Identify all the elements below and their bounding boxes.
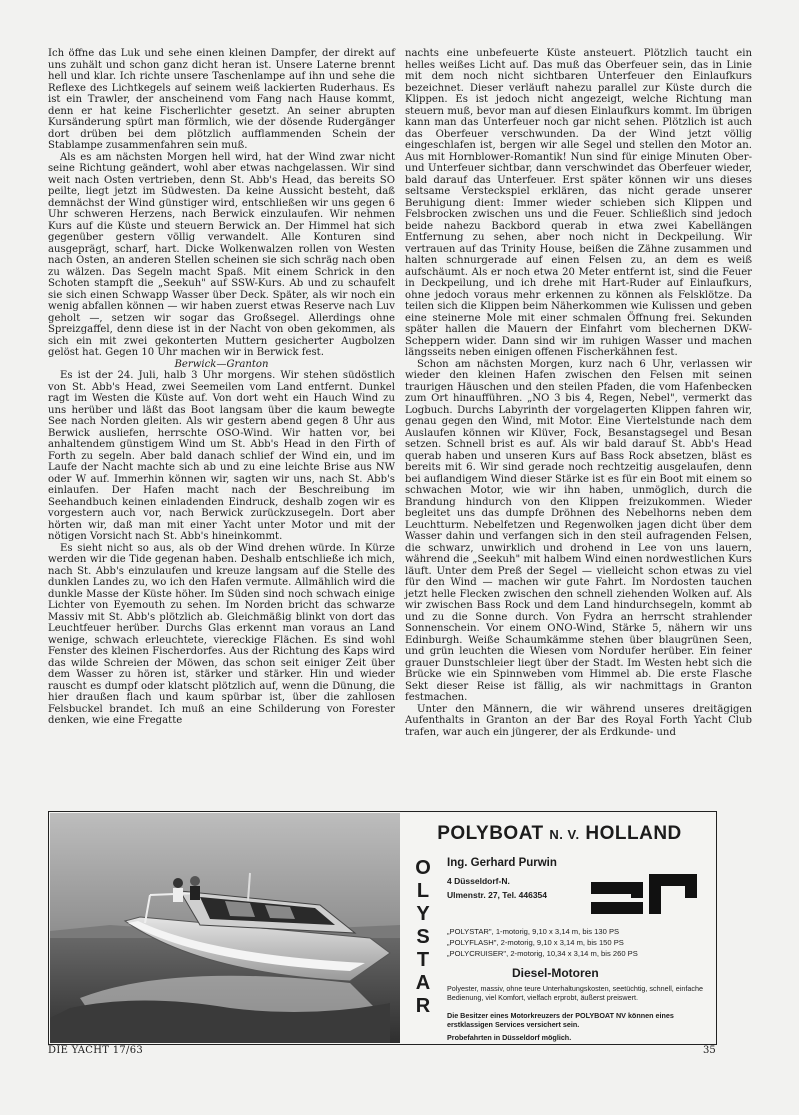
vertical-letter: O	[415, 857, 431, 879]
paragraph: Ich öffne das Luk und sehe einen kleinen Dampfer, der direkt auf uns zuhält und schon ganz dicht heran ist. Unsere Laterne brennt hell und klar. Ich richte unsere Taschenlampe auf ihn und sehe die Reflexe des Lichtkegels auf seinem weiß lackierten Ruderhaus. Es ist ein Trawler, der anscheinend vom Fang nach Hause kommt, denn er hat keine Fischerlichter gesetzt. An seiner abrupten Kursänderung spürt man förmlich, wie der dösende Rudergänger dort drüben bei dem plötzlich aufflammenden Schein der Stablampe zusammenfahren sein muß.	[48, 48, 395, 151]
paragraph: Schon am nächsten Morgen, kurz nach 6 Uhr, verlassen wir wieder den kleinen Hafen zwischen den Felsen mit seinen traurigen Häuschen und den steilen Pfaden, die vom Hafenbecken zum Ort hinaufführen. „NO 3 bis 4, Regen, Nebel", vermerkt das Logbuch. Durchs Labyrinth der vorgelagerten Klippen fahren wir, genau gegen den Wind, mit Motor. Eine Viertelstunde nach dem Auslaufen können wir Klüver, Fock, Besanstagsegel und Besan setzen. Schnell brist es auf. Als wir bald darauf St. Abb's Head querab haben und unseren Kurs auf Bass Rock absetzen, bläst es bereits mit 6. Wir sind gerade noch rechtzeitig ausgelaufen, denn bei auflandigem Wind dieser Stärke ist es für ein Boot mit einem so schwachen Motor, wie wir ihn haben, unmöglich, durch die Brandung hindurch von den Klippen freizukommen. Wieder begleitet uns das dumpfe Dröhnen des Nebelhorns neben dem Leuchtturm. Nebelfetzen und Regenwolken jagen dicht über dem Wasser dahin und verfangen sich in den steil aufragenden Felsen, die schwarz, unwirklich und drohend in Lee von uns lauern, während die „Seekuh" mit halbem Wind einen nordwestlichen Kurs läuft. Unter dem Preß der Segel — vielleicht schon etwas zu viel für den Wind — machen wir gute Fahrt. Im Nordosten tauchen jetzt helle Flecken zwischen den schnell ziehenden Wolken auf. Als wir zwischen Bass Rock und dem Land hindurchsegeln, kommt ab und zu die Sonne durch. Von Fydra an herrscht strahlender Sonnenschein. Vor einem ONO-Wind, Stärke 5, nähern wir uns Edinburgh. Weiße Schaumkämme stehen über blaugrünen Seen, und grün leuchten die Wiesen vom Nordufer herüber. Ein feiner grauer Dunstschleier liegt über der Stadt. Im Westen hebt sich die Brücke wie ein Spinnweben vom Himmel ab. Die erste Flasche Sekt dieser Reise ist fällig, als wir nachmittags in Granton festmachen.	[405, 358, 752, 703]
magazine-issue: DIE YACHT 17/63	[48, 1045, 144, 1056]
paragraph: nachts eine unbefeuerte Küste ansteuert. Plötzlich taucht ein helles weißes Licht auf. Das muß das Oberfeuer sein, das in Linie mit dem noch nicht sichtbaren Unterfeuer den Einlaufkurs bezeichnet. Dieser verläuft nahezu parallel zur Küste durch die Klippen. Es ist jedoch nicht angezeigt, welche Richtung man steuern muß, bevor man auf diesen Einlaufkurs kommt. Im übrigen kann man das Unterfeuer noch gar nicht sehen. Plötzlich ist auch das Oberfeuer verschwunden. Da der Wind jetzt völlig eingeschlafen ist, bergen wir alle Segel und stellen den Motor an. Aus mit Hornblower-Romantik! Nun sind für einige Minuten Ober- und Unterfeuer sichtbar, dann verschwindet das Oberfeuer wieder, bald darauf das Unterfeuer. Erst später können wir uns dieses seltsame Versteckspiel erklären, das nicht gerade unserer Beruhigung dient: Immer wieder schieben sich Klippen und Felsbrocken zwischen uns und die Feuer. Schließlich sind jedoch beide nahezu Backbord querab in etwa zwei Kabellängen Entfernung zu sehen, aber noch nicht in Deckpeilung. Wir vertrauen auf das Trinity House, beißen die Zähne zusammen und halten schnurgerade auf einen Felsen zu, an dem es weiß aufschäumt. Als er noch etwa 20 Meter entfernt ist, sind die Feuer in Deckpeilung, und ich drehe mit Hart-Ruder auf Einlaufkurs, ohne jedoch voraus mehr erkennen zu können als Felsklötze. Da teilen sich die Klippen beim Näherkommen wie Kulissen und geben eine steinerne Mole mit einer schmalen Öffnung frei. Sekunden später hallen die Mauern der Einfahrt vom blechernen DKW-Scheppern wider. Dann sind wir im ruhigen Wasser und machen längsseits neben einigen offenen Fischerkähnen fest.	[405, 48, 752, 358]
model-line: „POLYCRUISER", 2-motorig, 10,34 x 3,14 m, bis 260 PS	[447, 949, 638, 958]
ad-title	[407, 823, 712, 845]
vertical-letter: A	[415, 972, 431, 994]
vertical-letter: Y	[416, 903, 430, 925]
page-number: 35	[703, 1045, 716, 1056]
model-line: „POLYSTAR", 1-motorig, 9,10 x 3,14 m, bis 130 PS	[447, 927, 620, 936]
vertical-letter: R	[415, 995, 431, 1017]
paragraph: Es ist der 24. Juli, halb 3 Uhr morgens. Wir stehen südöstlich von St. Abb's Head, zwei Seemeilen vom Land entfernt. Dunkel ragt im Westen die Küste auf. Von dort weht ein Hauch Wind zu uns herüber und läßt das Boot langsam über die kaum bewegte See nach Norden gleiten. Als wir gestern abend gegen 8 Uhr aus Berwick ausliefen, herrschte OSO-Wind. Wir hatten vor, bei anhaltendem günstigem Wind um St. Abb's Head in den Firth of Forth zu segeln. Aber bald danach schlief der Wind ein, und im Laufe der Nacht machte sich ab und zu eine leichte Brise aus NW oder W auf. Immerhin können wir, sagten wir uns, nach St. Abb's einlaufen. Der Hafen macht nach der Beschreibung im Seehandbuch keinen einladenden Eindruck, deshalb zogen wir es vorgestern auch vor, nach Berwick zurückzusegeln. Dort aber hörten wir, daß man mit einer Yacht unter Motor und mit der nötigen Vorsicht nach St. Abb's hineinkommt.	[48, 370, 395, 542]
vertical-polystar-letters	[412, 857, 434, 1018]
engines-heading: Diesel-Motoren	[512, 966, 599, 980]
product-description: Polyester, massiv, ohne teure Unterhaltungskosten, seetüchtig, schnell, einfache Bedienung, viel Komfort, vielfach erprobt, äußerst preiswert.	[447, 984, 703, 1002]
section-subheading: Berwick—Granton	[174, 358, 269, 370]
brand-name: POLYBOAT	[437, 823, 544, 844]
vertical-letter: T	[416, 949, 430, 971]
polyboat-advertisement	[48, 811, 717, 1045]
trial-note: Probefahrten in Düsseldorf möglich.	[447, 1033, 572, 1042]
paragraph: Als es am nächsten Morgen hell wird, hat der Wind zwar nicht seine Richtung geändert, wohl aber etwas nachgelassen. Wir sind weit nach Osten vertrieben, denn St. Abb's Head, das bereits SO peilte, liegt jetzt im Südwesten. Da keine Aussicht besteht, daß demnächst der Wind günstiger wird, entschließen wir uns gegen 6 Uhr schweren Herzens, nach Berwick einzulaufen. Wir nehmen Kurs auf die Küste und steuern Berwick an. Der Himmel hat sich gegenüber gestern völlig verwandelt. Alle Konturen sind ausgeprägt, scharf, hart. Dicke Wolkenwalzen rollen von Westen nach Osten, an anderen Stellen scheinen sie sich schräg nach oben zu wälzen. Das Segeln macht Spaß. Mit einem Schrick in den Schoten stampft die „Seekuh" auf SSW-Kurs. Ab und zu schaufelt sie sich einen Schwapp Wasser über Deck. Später, als wir noch ein wenig abfallen können — wir haben zuerst etwas Reserve nach Luv geholt —, setzen wir sogar das Großsegel. Allerdings ohne Spreizgaffel, denn diese ist in der Nacht von oben gekommen, als sich ein mit zwei gekonterten Muttern gesicherter Augbolzen gelöst hat. Gegen 10 Uhr machen wir in Berwick fest.	[48, 151, 395, 358]
vertical-letter: S	[416, 926, 430, 948]
paragraph: Unter den Männern, die wir während unseres dreitägigen Aufenthalts in Granton an der Bar des Royal Forth Yacht Club trafen, war auch ein jüngerer, der als Erdkunde- und	[405, 703, 752, 738]
article-column-left	[48, 48, 395, 727]
polyboat-logo-icon	[587, 868, 702, 920]
model-line: „POLYFLASH", 2-motorig, 9,10 x 3,14 m, bis 150 PS	[447, 938, 624, 947]
paragraph: Es sieht nicht so aus, als ob der Wind drehen würde. In Kürze werden wir die Tide gegenan haben. Deshalb entschließe ich mich, nach St. Abb's einzulaufen und kreuze langsam auf die Stelle des dunklen Landes zu, wo ich den Hafen vermute. Allmählich wird die dunkle Masse der Küste höher. Im Süden sind noch schwach einige Lichter von Eyemouth zu sehen. Im Norden bricht das schwarze Massiv mit St. Abb's plötzlich ab. Gleichmäßig blinkt von dort das Leuchtfeuer herüber. Durchs Glas erkennt man voraus an Land wenige, schwach erleuchtete, viereckige Flächen. Es sind wohl Fenster des kleinen Fischerdorfes. Aus der Richtung des Kaps wird das wilde Schreien der Möwen, das schon seit einiger Zeit über dem Wasser zu hören ist, stärker und stärker. Hin und wieder rauscht es dumpf oder klatscht plötzlich auf, wenn die Dünung, die hier draußen flach und kaum spürbar ist, über die zahllosen Felsbuckel brandet. Ich muß an eine Schilderung von Forester denken, wie eine Fregatte	[48, 542, 395, 726]
model-list	[447, 926, 638, 959]
article-column-right	[405, 48, 752, 738]
boat-illustration	[50, 813, 400, 1043]
dealer-address: Ulmenstr. 27, Tel. 446354	[447, 890, 548, 900]
ad-text-panel	[407, 812, 712, 1044]
dealer-city: 4 Düsseldorf-N.	[447, 876, 510, 886]
brand-country: HOLLAND	[585, 823, 682, 844]
brand-suffix: N. V.	[549, 827, 580, 842]
service-note: Die Besitzer eines Motorkreuzers der POLYBOAT NV können eines erstklassigen Services versichert sein.	[447, 1011, 674, 1029]
motor-yacht-photo	[50, 813, 400, 1043]
dealer-name: Ing. Gerhard Purwin	[447, 857, 557, 869]
vertical-letter: L	[416, 880, 430, 902]
